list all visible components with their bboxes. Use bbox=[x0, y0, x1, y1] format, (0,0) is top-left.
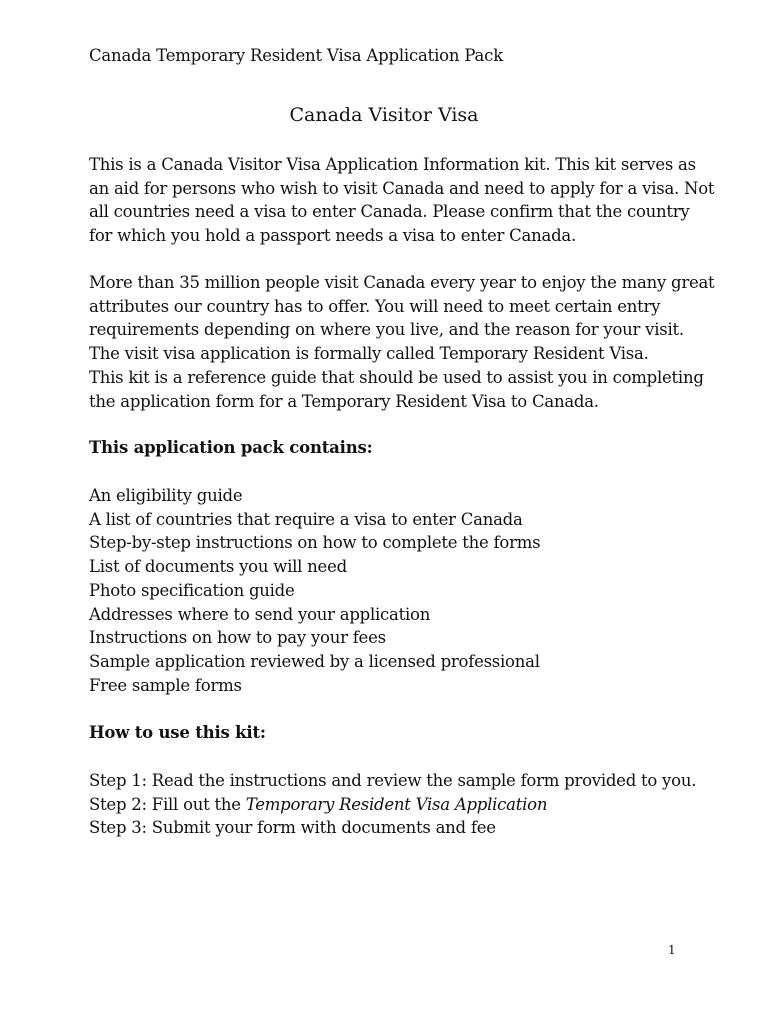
list-item: Sample application reviewed by a licensed professional bbox=[89, 651, 540, 671]
intro-line: This is a Canada Visitor Visa Application Information kit. This kit serves as bbox=[89, 155, 696, 174]
list-item: A list of countries that require a visa to enter Canada bbox=[89, 509, 523, 529]
details-line: the application form for a Temporary Resident Visa to Canada. bbox=[89, 391, 599, 411]
intro-line: for which you hold a passport needs a visa to enter Canada. bbox=[89, 226, 576, 246]
step-2 bbox=[89, 793, 689, 817]
details-line: attributes our country has to offer. You will need to meet certain entry bbox=[89, 296, 661, 316]
step-2-form-name: Temporary Resident Visa Application bbox=[245, 794, 548, 814]
howto-heading: How to use this kit: bbox=[89, 723, 266, 742]
list-item: Step-by-step instructions on how to complete the forms bbox=[89, 533, 541, 553]
contents-heading: This application pack contains: bbox=[89, 438, 373, 457]
details-paragraph bbox=[89, 271, 715, 413]
list-item: Instructions on how to pay your fees bbox=[89, 628, 386, 648]
document-header: Canada Temporary Resident Visa Application Pack bbox=[89, 46, 504, 65]
list-item: Photo specification guide bbox=[89, 580, 295, 600]
page-title: Canada Visitor Visa bbox=[289, 104, 479, 126]
list-item: List of documents you will need bbox=[89, 557, 347, 577]
list-item: Addresses where to send your application bbox=[89, 604, 431, 624]
step-2-prefix: Step 2: Fill out the bbox=[89, 794, 246, 814]
intro-line: an aid for persons who wish to visit Canada and need to apply for a visa. Not bbox=[89, 178, 715, 198]
contents-list bbox=[89, 484, 689, 697]
step-1: Step 1: Read the instructions and review the sample form provided to you. bbox=[89, 771, 697, 790]
intro-line: all countries need a visa to enter Canada. Please confirm that the country bbox=[89, 202, 690, 222]
step-3: Step 3: Submit your form with documents and fee bbox=[89, 818, 496, 838]
intro-paragraph bbox=[89, 153, 715, 248]
contents-list-block bbox=[89, 484, 689, 697]
details-line: More than 35 million people visit Canada every year to enjoy the many great bbox=[89, 273, 715, 292]
list-item: Free sample forms bbox=[89, 675, 242, 695]
details-line: The visit visa application is formally called Temporary Resident Visa. bbox=[89, 344, 649, 364]
howto-steps bbox=[89, 769, 697, 840]
details-line: This kit is a reference guide that should be used to assist you in completing bbox=[89, 367, 704, 387]
list-item: An eligibility guide bbox=[89, 486, 243, 505]
page-number: 1 bbox=[668, 943, 676, 957]
details-line: requirements depending on where you live, and the reason for your visit. bbox=[89, 320, 684, 340]
